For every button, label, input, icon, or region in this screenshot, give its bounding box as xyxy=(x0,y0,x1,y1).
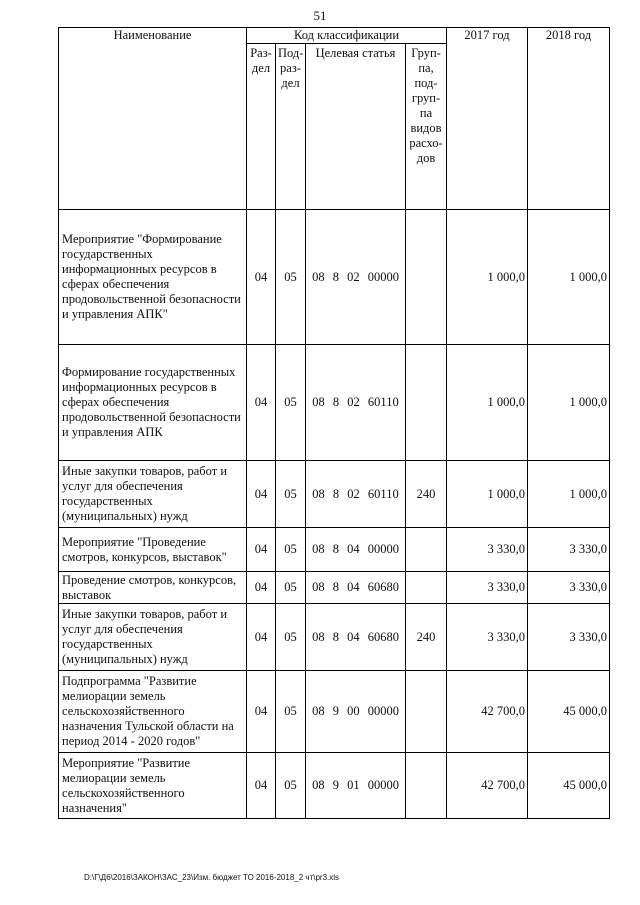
row-section: 04 xyxy=(247,671,276,753)
row-amount-2018: 3 330,0 xyxy=(528,604,610,671)
row-amount-2018: 45 000,0 xyxy=(528,753,610,819)
row-amount-2018: 1 000,0 xyxy=(528,210,610,345)
header-target-article: Целевая статья xyxy=(306,44,406,210)
row-subsection: 05 xyxy=(276,345,306,461)
row-section: 04 xyxy=(247,528,276,572)
header-subsection: Под-раз-дел xyxy=(276,44,306,210)
table-row xyxy=(59,345,610,461)
row-name: Формирование государственных информационных ресурсов в сферах обеспечения продовольственной безопасности и управления АПК xyxy=(59,345,247,461)
row-section: 04 xyxy=(247,604,276,671)
row-expense-group xyxy=(406,528,447,572)
row-amount-2018: 1 000,0 xyxy=(528,461,610,528)
table-body xyxy=(59,210,610,819)
row-name: Мероприятие "Проведение смотров, конкурсов, выставок" xyxy=(59,528,247,572)
table-header xyxy=(59,28,610,210)
table-row xyxy=(59,572,610,604)
table-row xyxy=(59,528,610,572)
table-row xyxy=(59,671,610,753)
row-target-article: 08 8 04 60680 xyxy=(306,604,406,671)
header-name: Наименование xyxy=(59,28,247,210)
row-section: 04 xyxy=(247,572,276,604)
row-amount-2017: 1 000,0 xyxy=(447,345,528,461)
row-subsection: 05 xyxy=(276,210,306,345)
row-target-article: 08 8 04 00000 xyxy=(306,528,406,572)
row-amount-2018: 3 330,0 xyxy=(528,572,610,604)
row-target-article: 08 9 00 00000 xyxy=(306,671,406,753)
page-number: 51 xyxy=(313,8,327,23)
row-amount-2017: 1 000,0 xyxy=(447,210,528,345)
header-section: Раз-дел xyxy=(247,44,276,210)
row-amount-2017: 3 330,0 xyxy=(447,604,528,671)
row-expense-group xyxy=(406,345,447,461)
row-amount-2018: 1 000,0 xyxy=(528,345,610,461)
header-year-2017: 2017 год xyxy=(447,28,528,210)
row-name: Иные закупки товаров, работ и услуг для обеспечения государственных (муниципальных) нужд xyxy=(59,604,247,671)
row-subsection: 05 xyxy=(276,604,306,671)
row-amount-2017: 3 330,0 xyxy=(447,572,528,604)
row-target-article: 08 8 02 60110 xyxy=(306,345,406,461)
row-name: Проведение смотров, конкурсов, выставок xyxy=(59,572,247,604)
row-expense-group xyxy=(406,753,447,819)
row-name: Мероприятие "Развитие мелиорации земель сельскохозяйственного назначения" xyxy=(59,753,247,819)
row-name: Иные закупки товаров, работ и услуг для обеспечения государственных (муниципальных) нужд xyxy=(59,461,247,528)
row-amount-2017: 42 700,0 xyxy=(447,753,528,819)
row-amount-2017: 1 000,0 xyxy=(447,461,528,528)
row-section: 04 xyxy=(247,461,276,528)
row-name: Мероприятие "Формирование государственных информационных ресурсов в сферах обеспечения продовольственной безопасности и управления АПК" xyxy=(59,210,247,345)
table-row xyxy=(59,753,610,819)
row-section: 04 xyxy=(247,345,276,461)
table-row xyxy=(59,210,610,345)
row-amount-2017: 3 330,0 xyxy=(447,528,528,572)
row-target-article: 08 8 02 60110 xyxy=(306,461,406,528)
row-expense-group: 240 xyxy=(406,604,447,671)
row-expense-group xyxy=(406,671,447,753)
row-name: Подпрограмма "Развитие мелиорации земель сельскохозяйственного назначения Тульской области на период 2014 - 2020 годов" xyxy=(59,671,247,753)
row-target-article: 08 8 04 60680 xyxy=(306,572,406,604)
row-subsection: 05 xyxy=(276,572,306,604)
table-row xyxy=(59,604,610,671)
header-year-2018: 2018 год xyxy=(528,28,610,210)
row-amount-2018: 3 330,0 xyxy=(528,528,610,572)
row-amount-2017: 42 700,0 xyxy=(447,671,528,753)
row-subsection: 05 xyxy=(276,461,306,528)
row-section: 04 xyxy=(247,753,276,819)
row-subsection: 05 xyxy=(276,753,306,819)
row-target-article: 08 9 01 00000 xyxy=(306,753,406,819)
row-amount-2018: 45 000,0 xyxy=(528,671,610,753)
header-expense-group: Груп-па, под-груп-па видов расхо-дов xyxy=(406,44,447,210)
row-section: 04 xyxy=(247,210,276,345)
row-target-article: 08 8 02 00000 xyxy=(306,210,406,345)
header-classification: Код классификации xyxy=(247,28,447,44)
table-row xyxy=(59,461,610,528)
budget-table xyxy=(58,27,610,819)
file-path-footer: D:\Г\Д6\2016\ЗАКОН\ЗАС_23\Изм. бюджет ТО 2016-2018_2 чт\pr3.xls xyxy=(84,873,340,882)
row-expense-group: 240 xyxy=(406,461,447,528)
row-expense-group xyxy=(406,210,447,345)
row-subsection: 05 xyxy=(276,528,306,572)
row-subsection: 05 xyxy=(276,671,306,753)
row-expense-group xyxy=(406,572,447,604)
